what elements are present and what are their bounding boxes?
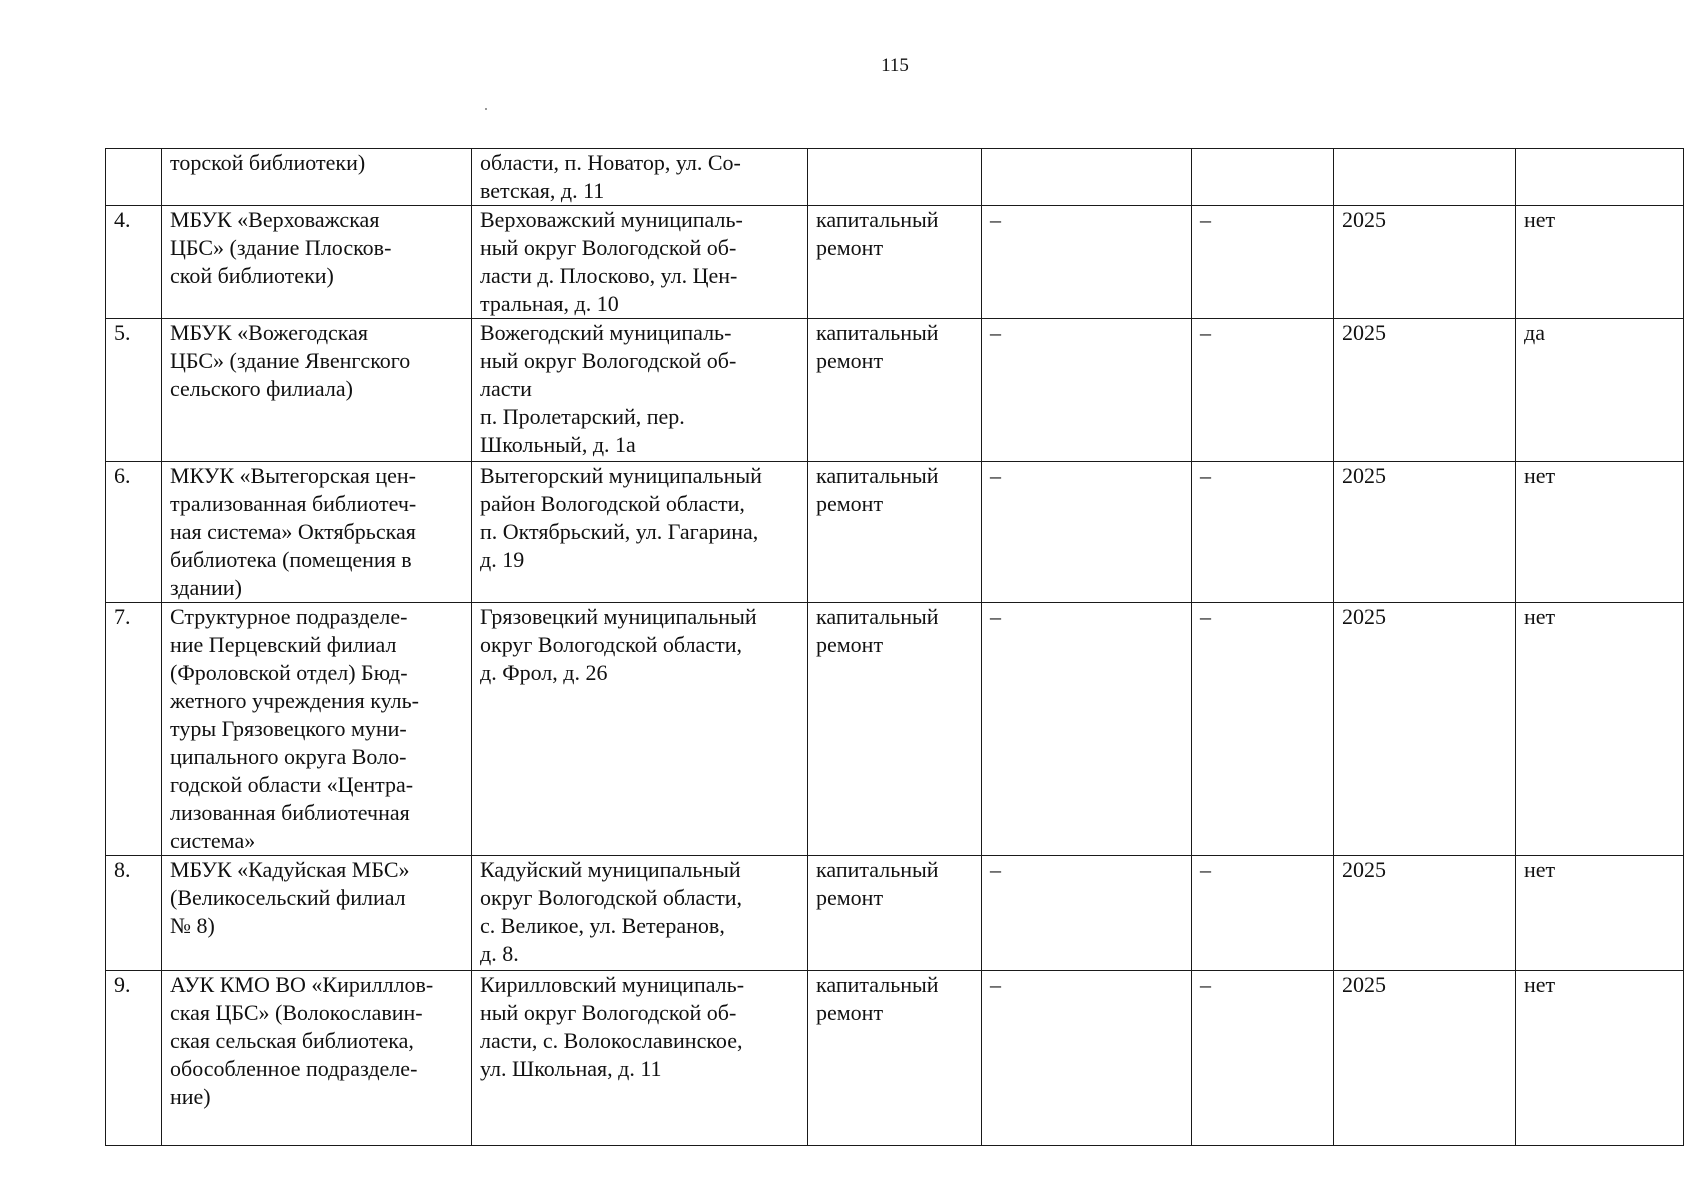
work-type [808, 206, 982, 319]
work-line: ремонт [816, 348, 884, 373]
name-line: лизованная библиотечная [170, 800, 410, 825]
flag [1516, 149, 1684, 206]
address-line: п. Пролетарский, пер. [480, 404, 685, 429]
address-line: ласти [480, 376, 532, 401]
work-line: капитальный [816, 320, 939, 345]
work-line: ремонт [816, 491, 884, 516]
address-line: Вожегодский муниципаль- [480, 320, 732, 345]
name-line: жетного учреждения куль- [170, 688, 419, 713]
table-row [106, 149, 1684, 206]
year: 2025 [1334, 971, 1516, 1146]
address [472, 319, 808, 462]
work-line: ремонт [816, 885, 884, 910]
row-number: 7. [106, 603, 162, 856]
institution-name [162, 856, 472, 971]
table-row [106, 856, 1684, 971]
row-number: 4. [106, 206, 162, 319]
column-4-value: – [982, 462, 1192, 603]
name-line: сельского филиала) [170, 376, 353, 401]
institution-name [162, 206, 472, 319]
table-row [106, 206, 1684, 319]
row-number: 8. [106, 856, 162, 971]
name-line: ской библиотеки) [170, 263, 334, 288]
work-type [808, 856, 982, 971]
address-line: области, п. Новатор, ул. Со- [480, 150, 741, 175]
table-row [106, 462, 1684, 603]
column-5-value: – [1192, 462, 1334, 603]
name-line: ние Перцевский филиал [170, 632, 397, 657]
institution-name [162, 462, 472, 603]
name-line: туры Грязовецкого муни- [170, 716, 407, 741]
name-line: ская ЦБС» (Волокославин- [170, 1000, 423, 1025]
flag: нет [1516, 603, 1684, 856]
address-line: Грязовецкий муниципальный [480, 604, 757, 629]
row-number: 6. [106, 462, 162, 603]
address [472, 462, 808, 603]
column-5-value: – [1192, 206, 1334, 319]
institution-name [162, 971, 472, 1146]
name-line: здании) [170, 575, 242, 600]
name-line: ная система» Октябрьская [170, 519, 416, 544]
column-4-value: – [982, 603, 1192, 856]
address-line: Школьный, д. 1а [480, 432, 636, 457]
name-line: МКУК «Вытегорская цен- [170, 463, 416, 488]
row-number: 9. [106, 971, 162, 1146]
column-5-value: – [1192, 319, 1334, 462]
address-line: ный округ Вологодской об- [480, 348, 737, 373]
work-type [808, 319, 982, 462]
name-line: Структурное подразделе- [170, 604, 408, 629]
column-5-value: – [1192, 971, 1334, 1146]
name-line: № 8) [170, 913, 215, 938]
work-type [808, 149, 982, 206]
row-number [106, 149, 162, 206]
column-4-value: – [982, 206, 1192, 319]
address-line: Кирилловский муниципаль- [480, 972, 745, 997]
column-4-value: – [982, 971, 1192, 1146]
address-line: ул. Школьная, д. 11 [480, 1056, 662, 1081]
work-line: ремонт [816, 1000, 884, 1025]
name-line: трализованная библиотеч- [170, 491, 417, 516]
address-line: ветская, д. 11 [480, 178, 605, 203]
institution-name [162, 149, 472, 206]
name-line: годской области «Центра- [170, 772, 414, 797]
work-line: ремонт [816, 235, 884, 260]
name-line: система» [170, 828, 256, 853]
address-line: ласти д. Плосково, ул. Цен- [480, 263, 738, 288]
column-5-value: – [1192, 603, 1334, 856]
name-line: ние) [170, 1084, 211, 1109]
name-line: библиотека (помещения в [170, 547, 412, 572]
column-4-value: – [982, 319, 1192, 462]
address-line: тральная, д. 10 [480, 291, 619, 316]
work-type [808, 462, 982, 603]
institution-name [162, 319, 472, 462]
name-line: обособленное подразделе- [170, 1056, 418, 1081]
address-line: д. 8. [480, 941, 519, 966]
work-line: капитальный [816, 207, 939, 232]
column-5-value [1192, 149, 1334, 206]
flag: нет [1516, 462, 1684, 603]
address-line: Кадуйский муниципальный [480, 857, 741, 882]
address-line: Вытегорский муниципальный [480, 463, 762, 488]
address-line: округ Вологодской области, [480, 632, 742, 657]
address [472, 603, 808, 856]
name-line: МБУК «Вожегодская [170, 320, 369, 345]
institution-name [162, 603, 472, 856]
year: 2025 [1334, 603, 1516, 856]
work-line: капитальный [816, 604, 939, 629]
name-line: ципального округа Воло- [170, 744, 407, 769]
name-line: АУК КМО ВО «Кирилллов- [170, 972, 434, 997]
column-5-value: – [1192, 856, 1334, 971]
work-line: ремонт [816, 632, 884, 657]
table-row [106, 319, 1684, 462]
address-line: ный округ Вологодской об- [480, 235, 737, 260]
address [472, 149, 808, 206]
year [1334, 149, 1516, 206]
flag: нет [1516, 856, 1684, 971]
work-line: капитальный [816, 857, 939, 882]
year: 2025 [1334, 462, 1516, 603]
column-4-value: – [982, 856, 1192, 971]
name-line: ЦБС» (здание Явенгского [170, 348, 411, 373]
work-type [808, 971, 982, 1146]
address [472, 206, 808, 319]
row-number: 5. [106, 319, 162, 462]
scan-dot [485, 108, 487, 110]
address-line: округ Вологодской области, [480, 885, 742, 910]
objects-table [105, 148, 1684, 1146]
address-line: ный округ Вологодской об- [480, 1000, 737, 1025]
flag: да [1516, 319, 1684, 462]
work-type [808, 603, 982, 856]
name-line: (Фроловской отдел) Бюд- [170, 660, 408, 685]
year: 2025 [1334, 319, 1516, 462]
address [472, 971, 808, 1146]
flag: нет [1516, 206, 1684, 319]
table-row [106, 603, 1684, 856]
work-line: капитальный [816, 463, 939, 488]
name-line: МБУК «Верховажская [170, 207, 380, 232]
flag: нет [1516, 971, 1684, 1146]
address-line: д. Фрол, д. 26 [480, 660, 608, 685]
name-line: МБУК «Кадуйская МБС» [170, 857, 410, 882]
page-number: 115 [881, 55, 909, 76]
name-line: ская сельская библиотека, [170, 1028, 414, 1053]
column-4-value [982, 149, 1192, 206]
work-line: капитальный [816, 972, 939, 997]
table-row [106, 971, 1684, 1146]
address-line: район Вологодской области, [480, 491, 745, 516]
address [472, 856, 808, 971]
year: 2025 [1334, 856, 1516, 971]
address-line: п. Октябрьский, ул. Гагарина, [480, 519, 759, 544]
year: 2025 [1334, 206, 1516, 319]
address-line: д. 19 [480, 547, 525, 572]
name-line: торской библиотеки) [170, 150, 366, 175]
address-line: ласти, с. Волокославинское, [480, 1028, 743, 1053]
name-line: ЦБС» (здание Плосков- [170, 235, 392, 260]
address-line: с. Великое, ул. Ветеранов, [480, 913, 725, 938]
name-line: (Великосельский филиал [170, 885, 406, 910]
address-line: Верховажский муниципаль- [480, 207, 743, 232]
